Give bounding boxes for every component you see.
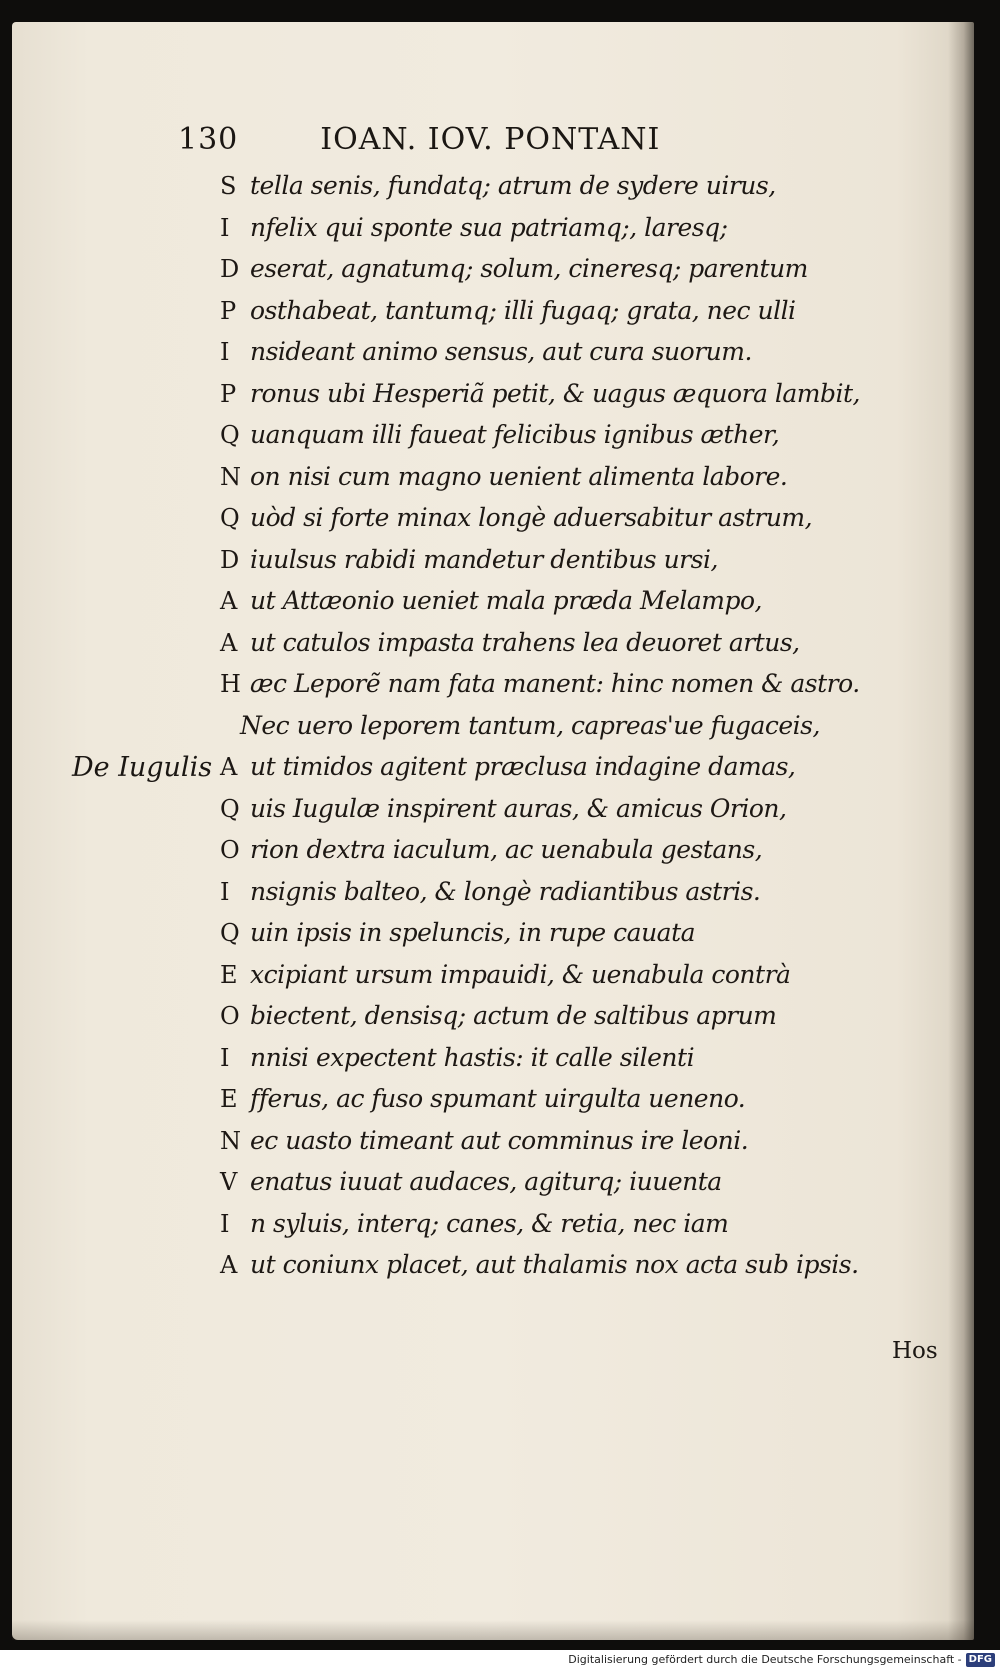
verse-line (220, 1120, 980, 1162)
verse-text: ec uasto timeant aut comminus ire leoni. (250, 1125, 749, 1155)
verse-initial: E (220, 960, 238, 989)
verse-text: fferus, ac fuso spumant uirgulta ueneno. (250, 1084, 746, 1113)
verse-text: ut Attæonio ueniet mala præda Melampo, (250, 586, 762, 615)
verse-line (220, 1161, 980, 1203)
verse-text: nsideant animo sensus, aut cura suorum. (250, 337, 752, 366)
verse-text: nfelix qui sponte sua patriamq;, laresq; (250, 212, 728, 242)
verse-line (220, 248, 980, 290)
footer-text: Digitalisierung gefördert durch die Deutsche Forschungsgemeinschaft - (568, 1653, 962, 1666)
verse-text: osthabeat, tantumq; illi fugaq; grata, nec ulli (250, 295, 796, 325)
verse-line (220, 331, 980, 373)
verse-initial: I (220, 338, 230, 366)
verse-line (220, 373, 980, 415)
verse-initial: D (220, 255, 240, 283)
verse-initial: A (220, 753, 238, 781)
verse-line (220, 165, 980, 207)
verse-line (220, 871, 980, 913)
verse-line (220, 456, 980, 498)
verse-line (220, 622, 980, 664)
verse-initial: Q (220, 504, 240, 532)
verse-initial: S (220, 172, 237, 200)
verse-initial: I (220, 1043, 230, 1072)
verse-text: biectent, densisq; actum de saltibus aprum (250, 1001, 777, 1030)
verse-line (220, 207, 980, 249)
verse-initial: A (220, 1251, 238, 1279)
verse-initial: N (220, 462, 241, 491)
verse-initial: P (220, 379, 237, 408)
verse-line (220, 539, 980, 581)
footer-credit (0, 1653, 995, 1673)
verse-initial: O (220, 1002, 240, 1030)
verse-initial: Q (220, 794, 240, 823)
verse-initial: H (220, 670, 241, 698)
verse-initial: Q (220, 421, 240, 449)
verse-line (220, 663, 980, 705)
verse-block (220, 165, 980, 1286)
verse-text: enatus iuuat audaces, agiturq; iuuenta (250, 1167, 722, 1196)
verse-initial: Q (220, 919, 240, 947)
verse-line (220, 1244, 980, 1286)
verse-text: æc Leporẽ nam fata manent: hinc nomen & astro. (250, 669, 860, 698)
verse-initial: I (220, 1209, 230, 1238)
verse-text: rion dextra iaculum, ac uenabula gestans, (250, 835, 763, 864)
verse-line (220, 1078, 980, 1120)
verse-line (220, 580, 980, 622)
verse-text: ut catulos impasta trahens lea deuoret artus, (250, 627, 800, 657)
verse-line (220, 746, 980, 788)
verse-text: n syluis, interq; canes, & retia, nec iam (250, 1208, 729, 1238)
running-title: IOAN. IOV. PONTANI (320, 122, 661, 157)
verse-line (220, 290, 980, 332)
page-bottom-shadow (12, 1620, 974, 1640)
verse-initial: V (220, 1168, 238, 1196)
verse-line (220, 995, 980, 1037)
verse-initial: E (220, 1085, 238, 1113)
verse-text: xcipiant ursum impauidi, & uenabula contrà (250, 959, 791, 989)
verse-text: iuulsus rabidi mandetur dentibus ursi, (250, 544, 718, 574)
page-number: 130 (178, 122, 239, 157)
verse-initial: A (220, 587, 238, 615)
margin-note: De Iugulis (72, 752, 213, 783)
verse-text: uin ipsis in speluncis, in rupe cauata (250, 918, 696, 947)
verse-initial: O (220, 836, 240, 864)
verse-text: ut timidos agitent præclusa indagine damas, (250, 752, 796, 781)
verse-line (220, 705, 980, 747)
verse-initial: I (220, 877, 230, 906)
verse-initial: I (220, 213, 230, 242)
verse-line (220, 912, 980, 954)
verse-text: eserat, agnatumq; solum, cineresq; parentum (250, 254, 808, 283)
verse-text: ut coniunx placet, aut thalamis nox acta sub ipsis. (250, 1250, 859, 1279)
verse-text: uis Iugulæ inspirent auras, & amicus Orion, (250, 793, 787, 823)
verse-text: on nisi cum magno uenient alimenta labore. (250, 461, 788, 491)
verse-text: uòd si forte minax longè aduersabitur astrum, (250, 503, 813, 532)
verse-text: ronus ubi Hesperiã petit, & uagus æquora lambit, (250, 378, 860, 408)
catchword: Hos (892, 1338, 938, 1364)
verse-initial: P (220, 296, 237, 325)
verse-initial: N (220, 1126, 241, 1155)
dfg-logo: DFG (966, 1653, 995, 1667)
verse-line (220, 1037, 980, 1079)
verse-line (220, 829, 980, 871)
verse-line (220, 1203, 980, 1245)
verse-line (220, 954, 980, 996)
verse-line (220, 788, 980, 830)
running-head (178, 122, 660, 157)
verse-line (220, 414, 980, 456)
verse-text: uanquam illi faueat felicibus ignibus æther, (250, 420, 780, 449)
verse-text: nnisi expectent hastis: it calle silenti (250, 1042, 695, 1072)
verse-initial: D (220, 545, 240, 574)
verse-text: nsignis balteo, & longè radiantibus astris. (250, 876, 761, 906)
verse-line (220, 497, 980, 539)
verse-initial: A (220, 628, 238, 657)
verse-text: Nec uero leporem tantum, capreas'ue fugaceis, (240, 710, 820, 740)
verse-text: tella senis, fundatq; atrum de sydere uirus, (250, 171, 776, 200)
